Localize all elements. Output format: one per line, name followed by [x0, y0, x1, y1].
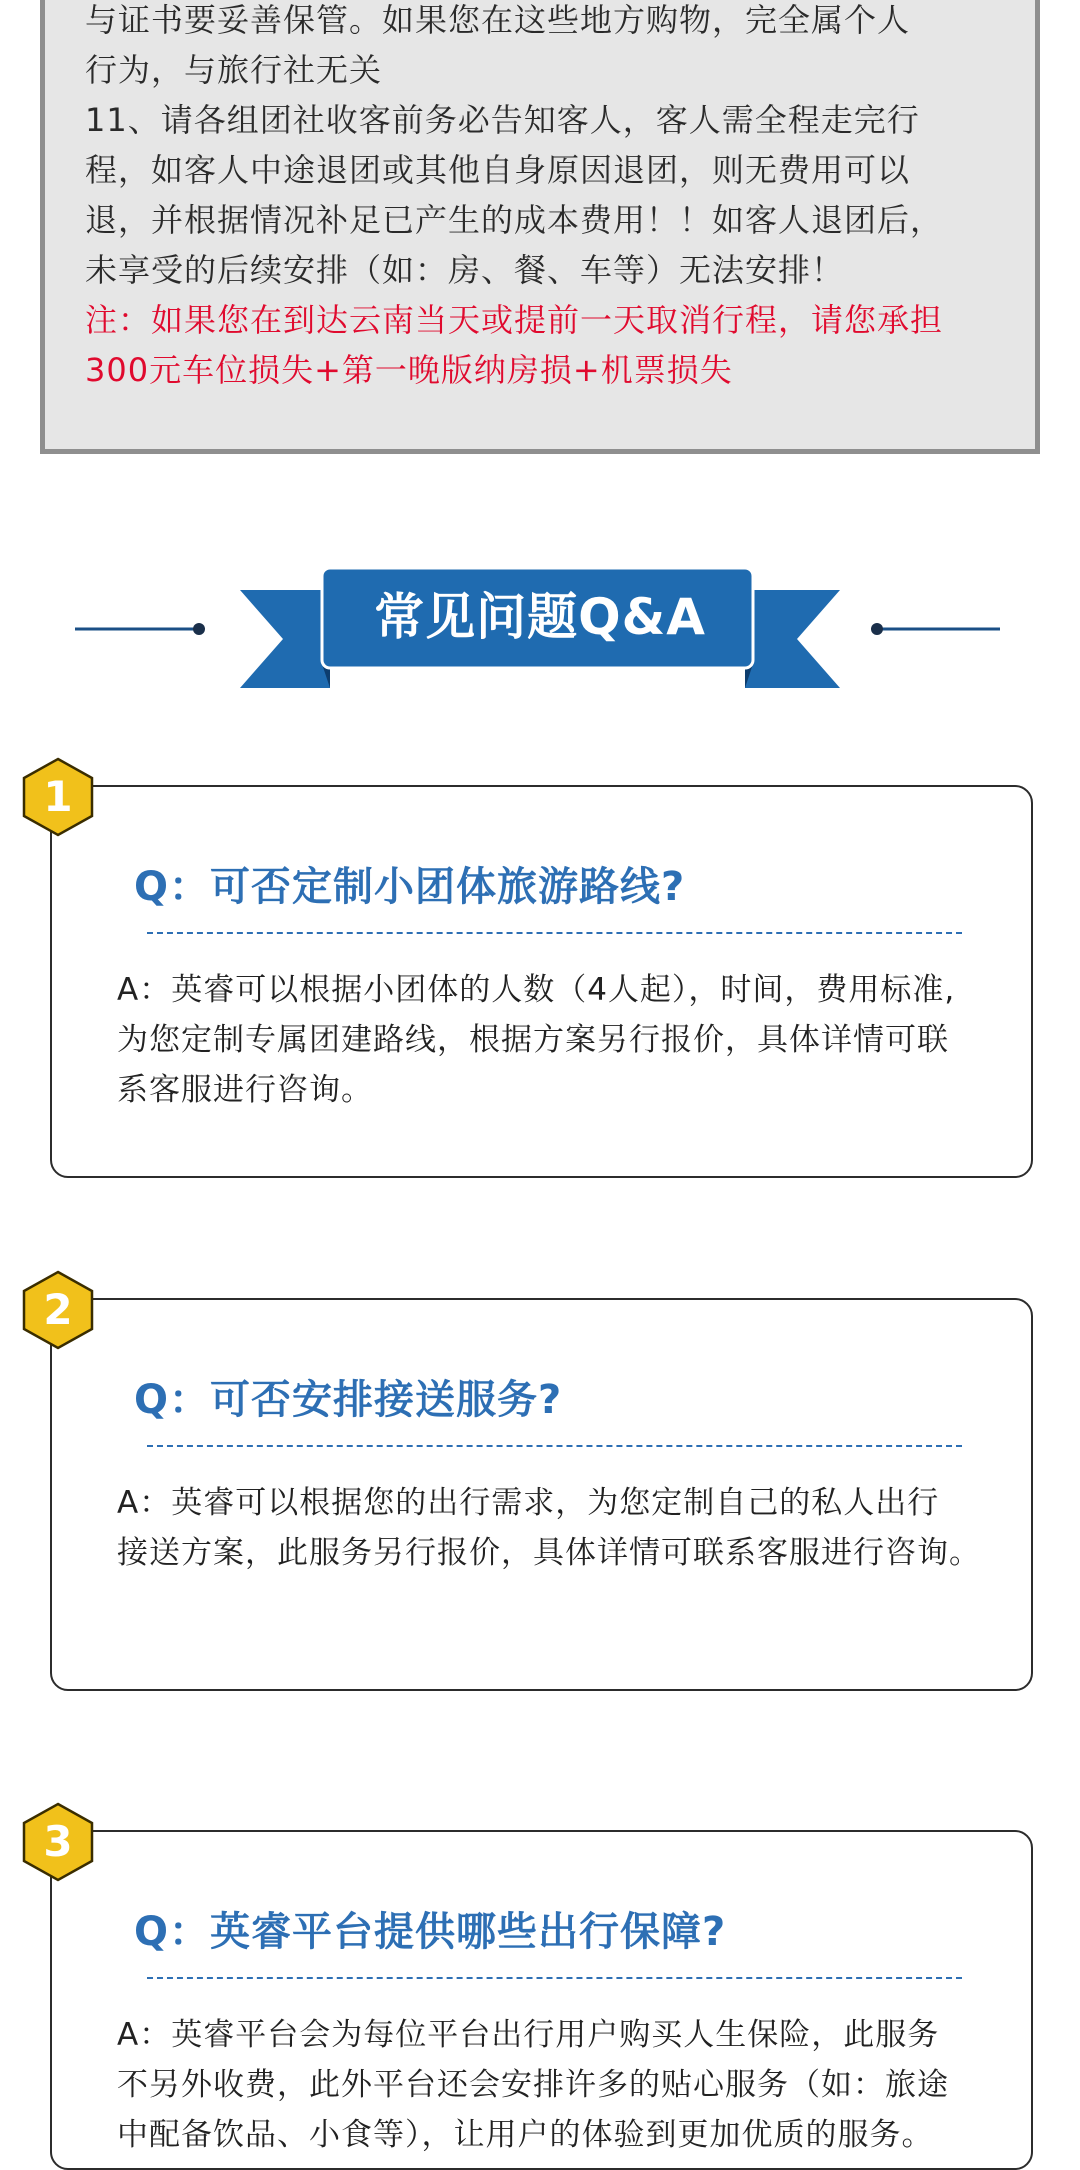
- answer-line: A：英睿平台会为每位平台出行用户购买人生保险，此服务: [117, 2017, 940, 2053]
- notice-line: 程，如客人中途退团或其他自身原因退团，则无费用可以: [85, 151, 911, 189]
- question-text: Q：可否安排接送服务?: [134, 1377, 563, 1423]
- badge-number: 2: [43, 1285, 73, 1334]
- number-badge: [22, 1270, 94, 1350]
- faq-banner: [0, 560, 1080, 700]
- number-badge: [22, 757, 94, 837]
- answer-line: A：英睿可以根据小团体的人数（4人起），时间，费用标准,: [117, 972, 956, 1008]
- notice-line: 行为，与旅行社无关: [85, 51, 383, 89]
- warning-line: 300元车位损失+第一晚版纳房损+机票损失: [85, 351, 733, 389]
- dashed-divider: [147, 932, 962, 934]
- question-text: Q：可否定制小团体旅游路线?: [134, 864, 686, 910]
- qa-card: [50, 1830, 1033, 2170]
- notice-line: 11、请各组团社收客前务必告知客人，客人需全程走完行: [85, 101, 920, 139]
- answer-text: [117, 2010, 1077, 2160]
- answer-text: [117, 1478, 1077, 1578]
- question-text: Q：英睿平台提供哪些出行保障?: [134, 1909, 727, 1955]
- badge-number: 3: [43, 1817, 73, 1866]
- answer-line: 接送方案，此服务另行报价，具体详情可联系客服进行咨询。: [117, 1535, 981, 1571]
- answer-line: 系客服进行咨询。: [117, 1072, 373, 1108]
- notice-line: 退，并根据情况补足已产生的成本费用！！如客人退团后，: [85, 201, 944, 239]
- answer-line: 中配备饮品、小食等），让用户的体验到更加优质的服务。: [117, 2117, 934, 2153]
- notice-box: [40, 0, 1040, 454]
- answer-line: 为您定制专属团建路线，根据方案另行报价，具体详情可联: [117, 1022, 949, 1058]
- dashed-divider: [147, 1977, 962, 1979]
- answer-line: A：英睿可以根据您的出行需求，为您定制自己的私人出行: [117, 1485, 940, 1521]
- notice-line: 与证书要妥善保管。如果您在这些地方购物，完全属个人: [85, 1, 911, 39]
- qa-card: [50, 785, 1033, 1178]
- dashed-divider: [147, 1445, 962, 1447]
- badge-number: 1: [43, 772, 73, 821]
- answer-line: 不另外收费，此外平台还会安排许多的贴心服务（如：旅途: [117, 2067, 949, 2103]
- notice-line: 未享受的后续安排（如：房、餐、车等）无法安排！: [85, 251, 845, 289]
- answer-text: [117, 965, 1077, 1115]
- faq-title: 常见问题Q&A: [374, 588, 706, 646]
- qa-card: [50, 1298, 1033, 1691]
- notice-text: [85, 0, 1035, 395]
- warning-line: 注：如果您在到达云南当天或提前一天取消行程，请您承担: [85, 301, 944, 339]
- number-badge: [22, 1802, 94, 1882]
